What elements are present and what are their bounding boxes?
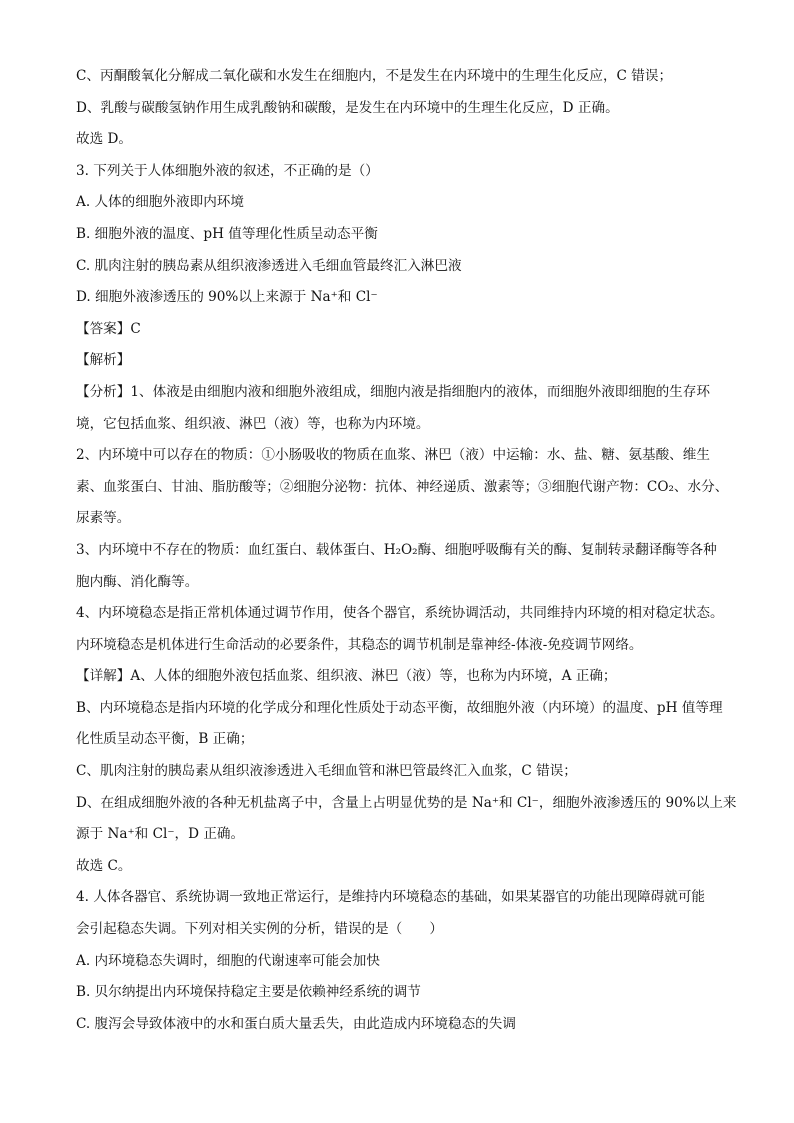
question-3-option-c: C. 肌肉注射的胰岛素从组织液渗透进入毛细血管最终汇入淋巴液 — [76, 257, 462, 274]
question-4-option-c: C. 腹泻会导致体液中的水和蛋白质大量丢失，由此造成内环境稳态的失调 — [76, 1015, 516, 1032]
document-body — [76, 64, 737, 1043]
question-3-option-d: D. 细胞外液渗透压的 90%以上来源于 Na⁺和 Cl⁻ — [76, 289, 378, 306]
text-line: 2、内环境中可以存在的物质：①小肠吸收的物质在血浆、淋巴（液）中运输：水、盐、糖、氨基酸、维生 — [76, 447, 710, 464]
text-line: 【分析】1、体液是由细胞内液和细胞外液组成，细胞内液是指细胞内的液体，而细胞外液即细胞的生存环 — [76, 383, 710, 400]
text-line: 化性质呈动态平衡，B 正确； — [76, 731, 254, 748]
text-line: 源于 Na⁺和 Cl⁻，D 正确。 — [76, 826, 245, 843]
analysis-heading: 【解析】 — [76, 352, 131, 369]
question-3-option-a: A. 人体的细胞外液即内环境 — [76, 194, 244, 211]
question-4-option-b: B. 贝尔纳提出内环境保持稳定主要是依赖神经系统的调节 — [76, 984, 421, 1001]
question-3-stem: 3. 下列关于人体细胞外液的叙述，不正确的是（） — [76, 162, 379, 179]
question-4-stem-cont: 会引起稳态失调。下列对相关实例的分析，错误的是（ ） — [76, 921, 444, 938]
answer-line: 【答案】C — [76, 320, 141, 337]
text-line: 故选 C。 — [76, 857, 132, 874]
text-line: C、肌肉注射的胰岛素从组织液渗透进入毛细血管和淋巴管最终汇入血浆，C 错误； — [76, 763, 577, 780]
text-line: B、内环境稳态是指内环境的化学成分和理化性质处于动态平衡，故细胞外液（内环境）的温度、pH 值等理 — [76, 699, 723, 716]
text-line: 4、内环境稳态是指正常机体通过调节作用，使各个器官，系统协调活动，共同维持内环境的相对稳定状态。 — [76, 605, 724, 622]
text-line: 故选 D。 — [76, 131, 133, 148]
text-line: C、丙酮酸氧化分解成二氧化碳和水发生在细胞内，不是发生在内环境中的生理生化反应，C 错误； — [76, 68, 673, 84]
question-3-option-b: B. 细胞外液的温度、pH 值等理化性质呈动态平衡 — [76, 225, 378, 242]
text-line: 素、血浆蛋白、甘油、脂肪酸等；②细胞分泌物：抗体、神经递质、激素等；③细胞代谢产物：CO₂、水分、 — [76, 478, 729, 495]
text-line: 境，它包括血浆、组织液、淋巴（液）等，也称为内环境。 — [76, 415, 430, 432]
question-4-option-a: A. 内环境稳态失调时，细胞的代谢速率可能会加快 — [76, 952, 380, 969]
text-line: 尿素等。 — [76, 510, 131, 527]
text-line: 内环境稳态是机体进行生命活动的必要条件，其稳态的调节机制是靠神经-体液-免疫调节网络。 — [76, 636, 643, 653]
text-line: 【详解】A、人体的细胞外液包括血浆、组织液、淋巴（液）等，也称为内环境，A 正确； — [76, 668, 617, 685]
question-4-stem: 4. 人体各器官、系统协调一致地正常运行，是维持内环境稳态的基础，如果某器官的功能出现障碍就可能 — [76, 889, 706, 906]
text-line: 胞内酶、消化酶等。 — [76, 573, 199, 590]
text-line: D、乳酸与碳酸氢钠作用生成乳酸钠和碳酸，是发生在内环境中的生理生化反应，D 正确。 — [76, 99, 619, 116]
text-line: 3、内环境中不存在的物质：血红蛋白、载体蛋白、H₂O₂酶、细胞呼吸酶有关的酶、复制转录翻译酶等各种 — [76, 541, 717, 558]
text-line: D、在组成细胞外液的各种无机盐离子中，含量上占明显优势的是 Na⁺和 Cl⁻，细胞外液渗透压的 90%以上来 — [76, 794, 737, 811]
